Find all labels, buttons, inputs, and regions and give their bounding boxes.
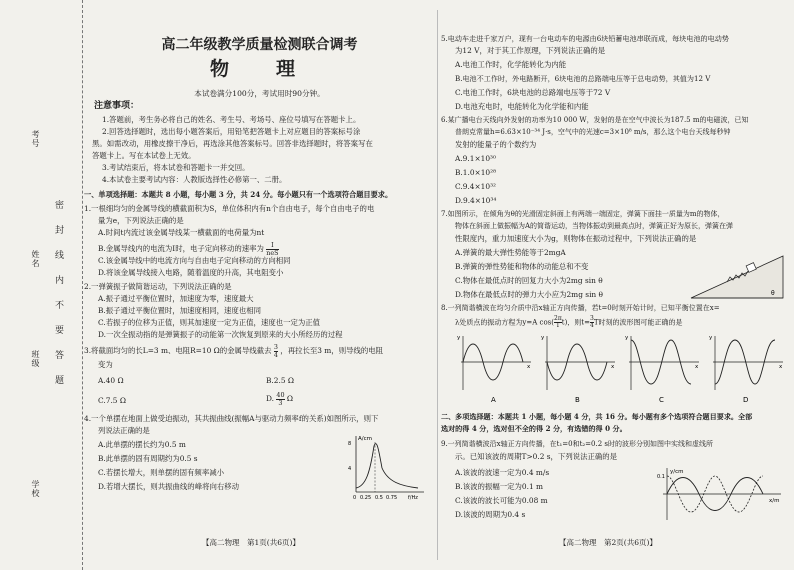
graph-xtick: 0	[353, 495, 357, 501]
q6-option-a: A.9.1×10³⁰	[455, 154, 496, 163]
fraction	[276, 392, 284, 406]
graph-ylabel: A/cm	[358, 436, 372, 442]
axis-x-label: x	[695, 364, 699, 370]
resonance-curve	[356, 444, 418, 488]
q8-text-3: T时刻的波形图可能正确的是	[593, 318, 683, 327]
option-label: C	[659, 396, 664, 404]
q7-option-c: C.物体在最低点时的回复力大小为2mg sin θ	[455, 276, 603, 285]
axis-y-label: y	[709, 335, 713, 341]
incline-spring-figure	[687, 250, 787, 302]
q5-stem-cont: 为12 V，对于其工作原理，下列说法正确的是	[455, 46, 606, 55]
q1-option-c: C.该金属导线中的电流方向与自由电子定向移动的方向相同	[98, 256, 291, 265]
q4-stem-cont: 列说法正确的是	[98, 426, 150, 435]
q1-stem: 1.一根细均匀的金属导线的横截面积为S，单位体积内有n个自由电子，每个自由电子的电	[84, 204, 375, 213]
q8-waveform-options	[455, 332, 785, 404]
note-line: 答题卡上。写在本试卷上无效。	[92, 151, 196, 160]
class-label: 班级	[31, 350, 40, 368]
q6-option-b: B.1.0×10²⁸	[455, 168, 497, 177]
fraction	[266, 242, 278, 256]
q3-option-c: C.7.5 Ω	[98, 396, 126, 405]
note-line: 3.考试结束后，将本试卷和答题卡一并交回。	[102, 163, 250, 172]
notes-title: 注意事项：	[94, 101, 140, 111]
footer-page-2: 【高二物理 第2页(共6页)】	[559, 538, 657, 547]
fraction-numerator: I	[266, 242, 278, 250]
axis-y-label: y	[457, 335, 461, 341]
fraction-denominator: 4	[273, 350, 278, 359]
q7-option-d: D.物体在最低点时的弹力大小应为2mg sin θ	[455, 290, 603, 299]
graph-xtick: 0.75	[386, 495, 398, 501]
q5-option-d: D.电池充电时，电能转化为化学能和内能	[455, 102, 589, 111]
option-label: B	[575, 396, 580, 404]
fraction-numerator: 3	[590, 315, 594, 322]
q3-stem-text-2: ，再拉长至3 m，则导线的电阻	[280, 346, 384, 355]
q8-text-2: t)，则t=	[561, 318, 590, 327]
q2-option-c: C.若振子的位移为正值，则其加速度一定为正值，速度也一定为正值	[98, 318, 321, 327]
section1-title: 一、单项选择题：本题共 8 小题，每小题 3 分，共 24 分。每小题只有一个选项符合题目要求。	[84, 190, 393, 199]
note-line: 2.回答选择题时，选出每小题答案后，用铅笔把答题卡上对应题目的答案标号涂	[102, 127, 361, 136]
option-label: A	[491, 396, 496, 404]
wave-option-d	[709, 335, 783, 404]
exam-title: 高二年级教学质量检测联合调考	[161, 37, 358, 53]
candidate-number-label: 考号	[31, 130, 40, 148]
axis-x-label: x	[779, 364, 783, 370]
note-line: 黑。如需改动，用橡皮擦干净后，再选涂其他答案标号。回答非选择题时，将答案写在	[92, 139, 373, 148]
q5-option-c: C.电池工作时，6块电池的总路端电压等于72 V	[455, 88, 611, 97]
axis-x-label: x	[611, 364, 615, 370]
q7-stem: 7.如图所示，在倾角为θ的光滑固定斜面上有两端一端固定，弹簧下面挂一质量为m的物体，	[441, 210, 725, 218]
q5-stem: 5.电动车走进千家万户，现有一台电动车的电源由6块铅蓄电池串联而成，每块电池的电动势	[441, 34, 729, 43]
axis-y-label: y	[541, 335, 545, 341]
graph-xlabel: x/m	[769, 498, 780, 504]
q1-option-d: D.将该金属导线接入电路，随着温度的升高，其电阻变小	[98, 268, 284, 277]
graph-ytick: 0.1	[657, 474, 665, 480]
q4-option-a: A.此单摆的摆长约为0.5 m	[98, 440, 186, 449]
angle-label: θ	[771, 290, 775, 297]
q2-option-a: A.振子通过平衡位置时，加速度为零，速度最大	[98, 294, 254, 303]
q4-option-c: C.若摆长增大，则单摆的固有频率减小	[98, 468, 224, 477]
wave-option-a	[457, 335, 531, 404]
q4-option-b: B.此单摆的固有周期约为0.5 s	[98, 454, 198, 463]
fraction-numerator: 40	[276, 391, 285, 399]
graph-xtick: 0.25	[360, 495, 372, 501]
axis-x-label: x	[527, 364, 531, 370]
seal-char: 要	[53, 325, 63, 334]
resonance-curve-graph	[346, 432, 428, 502]
q5-option-b: B.电池不工作时，外电路断开，6块电池的总路端电压等于总电动势，其值为12 V	[455, 74, 711, 83]
left-column	[84, 0, 435, 570]
seal-char: 线	[53, 250, 63, 259]
column-divider	[437, 10, 438, 560]
q9-option-d: D.该波的周期为0.4 s	[455, 510, 526, 519]
note-line: 4.本试卷主要考试内容：人教版选择性必修第一、二册。	[102, 175, 287, 184]
q9-stem-cont: 示。已知该波的周期T>0.2 s，下列说法正确的是	[455, 452, 618, 461]
q3-option-a: A.40 Ω	[98, 376, 124, 385]
q6-option-c: C.9.4×10³²	[455, 182, 497, 191]
graph-ytick: 8	[348, 441, 352, 447]
q1-option-a: A.时间t内流过该金属导线某一横截面的电荷量为nt	[98, 228, 265, 237]
wave-option-b	[541, 335, 615, 404]
q7-option-a: A.弹簧的最大弹性势能等于2mgA	[455, 248, 566, 257]
q9-wave-graph	[657, 466, 785, 522]
q2-option-b: B.振子通过平衡位置时，加速度相同，速度也相同	[98, 306, 261, 315]
q6-stem-cont-2: 发射的能量子的个数约为	[455, 140, 537, 149]
fraction-numerator: 2π	[554, 315, 562, 322]
q2-option-d: D.一次全振动指的是弹簧振子的动能第一次恢复到原来的大小所经历的过程	[98, 330, 343, 339]
fraction-numerator: 3	[273, 343, 278, 351]
axis-y-label: y	[625, 335, 629, 341]
q9-option-b: B.该波的振幅一定为0.1 m	[455, 482, 544, 491]
subject-title: 物 理	[209, 58, 309, 80]
wave-option-c	[625, 335, 699, 404]
fraction-denominator: T	[555, 322, 560, 329]
q5-option-a: A.电池工作时，化学能转化为内能	[455, 60, 567, 69]
footer-page-1: 【高二物理 第1页(共6页)】	[202, 538, 300, 547]
seal-char: 内	[53, 275, 63, 284]
q3-option-d-unit: Ω	[286, 394, 294, 403]
q8-stem: 8.一列简谐横波在均匀介质中沿x轴正方向传播，若t=0时刻开始计时，已知平衡位置在x=	[441, 304, 720, 312]
q2-stem: 2.一弹簧振子做简谐运动，下列说法正确的是	[84, 282, 232, 291]
seal-char: 封	[53, 225, 63, 234]
q3-option-d-prefix: D.	[266, 394, 275, 403]
q3-option-d	[266, 392, 293, 406]
fraction	[274, 344, 278, 358]
q1-stem-cont: 量为e，下列说法正确的是	[98, 216, 184, 225]
option-label: D	[743, 396, 749, 404]
school-label: 学校	[31, 480, 40, 498]
seal-char: 答	[53, 350, 63, 359]
q7-stem-cont: 物体在斜面上做振幅为A的简谐运动，当物体振动到最高点时，弹簧正好为原长，弹簧在弹	[455, 222, 734, 230]
seal-char: 不	[53, 300, 63, 309]
incline	[691, 256, 783, 298]
q3-stem-text: 3.将截面均匀的长L=3 m、电阻R=10 Ω的金属导线截去	[84, 346, 272, 355]
graph-ylabel: y/cm	[670, 469, 684, 475]
q1-option-b-text: B.金属导线内的电流为I时，电子定向移动的速率为	[98, 244, 264, 253]
q8-stem-cont	[455, 316, 683, 329]
graph-xtick: 0.5	[375, 495, 383, 501]
right-column	[441, 0, 790, 570]
fraction-denominator: neS	[266, 248, 279, 257]
q4-stem: 4.一个单摆在地面上做受迫振动，其共振曲线(振幅A与驱动力频率f的关系)如图所示，则下	[84, 414, 379, 423]
q9-option-a: A.该波的波速一定为0.4 m/s	[455, 468, 550, 477]
exam-info: 本试卷满分100分，考试用时90分钟。	[194, 89, 325, 98]
q9-stem: 9.一列简谐横波沿x轴正方向传播，在t₁=0和t₂=0.2 s时的波形分别如图中实线和虚线所	[441, 440, 713, 448]
q7-stem-cont-2: 性限度内，重力加速度大小为g，则物体在振动过程中，下列说法正确的是	[455, 234, 697, 243]
seal-char: 密	[53, 200, 63, 209]
q6-stem-cont: 普朗克常量h=6.63×10⁻³⁴ J·s，空气中的光速c=3×10⁸ m/s，那么这个电台天线每秒钟	[455, 128, 731, 136]
q3-stem	[84, 344, 383, 358]
q7-option-b: B.弹簧的弹性势能和物体的动能总和不变	[455, 262, 589, 271]
note-line: 1.答题前，考生务必将自己的姓名、考生号、考场号、座位号填写在答题卡上。	[102, 115, 361, 124]
q3-option-b: B.2.5 Ω	[266, 376, 295, 385]
q9-option-c: C.该波的波长可能为0.08 m	[455, 496, 548, 505]
q6-stem: 6.某广播电台天线向外发射的功率为10 000 W，发射的是在空气中波长为187.5 m的电磁波，已知	[441, 116, 749, 124]
section2-title-cont: 选对的得 4 分，选对但不全的得 2 分，有选错的得 0 分。	[441, 424, 627, 433]
graph-ytick: 4	[348, 466, 352, 472]
q6-option-d: D.9.4×10³⁴	[455, 196, 497, 205]
q8-text: λ处质点的振动方程为y=A cos(	[455, 318, 554, 327]
graph-xlabel: f/Hz	[408, 495, 418, 501]
fraction-denominator: 3	[278, 398, 283, 407]
fraction-denominator: 4	[590, 322, 594, 329]
q1-option-b	[98, 242, 279, 256]
section2-title: 二、多项选择题：本题共 1 小题，每小题 4 分，共 16 分。每小题有多个选项符合题目要求。全部	[441, 412, 753, 421]
q3-stem-cont: 变为	[98, 360, 113, 369]
fraction	[554, 316, 562, 329]
binding-margin	[0, 0, 83, 570]
q4-option-d: D.若增大摆长，则共振曲线的峰将向右移动	[98, 482, 240, 491]
seal-char: 题	[53, 375, 63, 384]
name-label: 姓名	[31, 250, 40, 268]
